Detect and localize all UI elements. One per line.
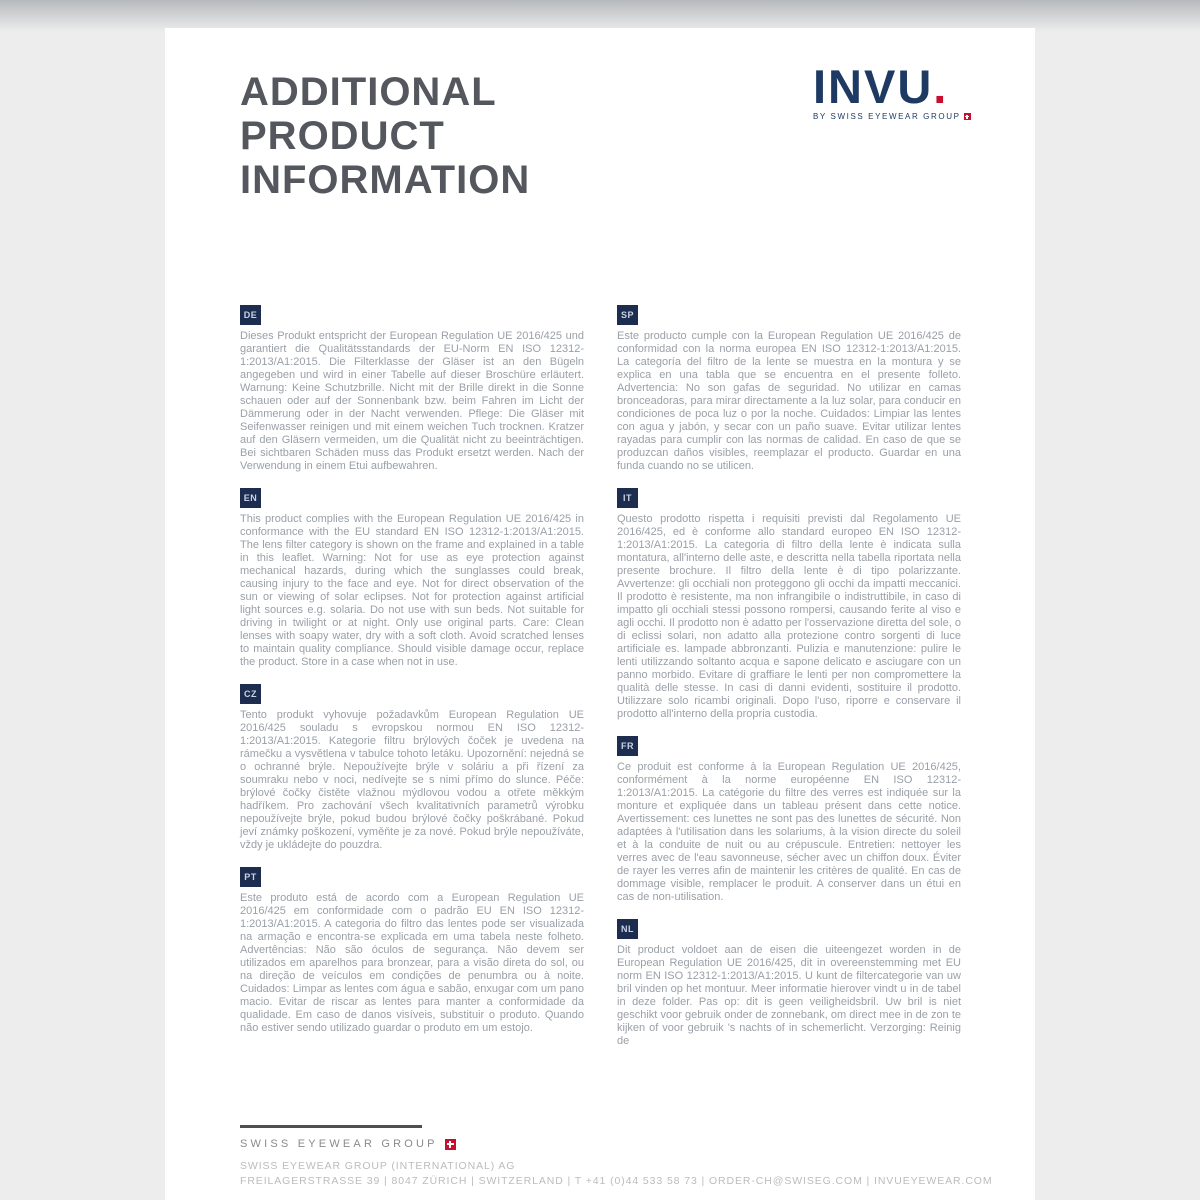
invu-logo-dot: . (933, 60, 949, 113)
section-en (240, 488, 584, 669)
footer-divider (240, 1125, 422, 1128)
language-badge-it: IT (617, 488, 638, 508)
language-badge-nl: NL (617, 919, 638, 939)
section-fr-text: Ce produit est conforme à la European Regulation UE 2016/425, conformément à la norme européenne EN ISO 12312-1:2013/A1:2015. La catégorie du filtre des verres est indiquée sur la monture et expliquée dans un tableau présent dans cette notice. Avertissement: ces lunettes ne sont pas des lunettes de sécurité. Non adaptées à l'utilisation dans les solariums, à la vision directe du soleil et à la conduite de nuit ou au crépuscule. Entretien: nettoyer les verres avec de l'eau savonneuse, sécher avec un chiffon doux. Éviter de rayer les verres afin de maintenir les critères de qualité. En cas de dommage visible, remplacer le produit. A conserver dans un étui en cas de non-utilisation. (617, 761, 961, 903)
language-badge-fr: FR (617, 736, 638, 756)
language-badge-en: EN (240, 488, 261, 508)
invu-logo-tagline-text: BY SWISS EYEWEAR GROUP (813, 112, 961, 121)
page-title (240, 70, 530, 202)
swiss-flag-icon (964, 113, 971, 120)
section-de-text: Dieses Produkt entspricht der European Regulation UE 2016/425 und garantiert die Qualitätsstandards der EU-Norm EN ISO 12312-1:2013/A1:2015. Die Filterklasse der Gläser ist an den Bügeln angegeben und wird in einer Tabelle auf dieser Broschüre erläutert. Warnung: Keine Schutzbrille. Nicht mit der Brille direkt in die Sonne schauen oder auf der Sonnenbank bzw. beim Fahren im Licht der Dämmerung oder in der Nacht verwenden. Pflege: Die Gläser mit Seifenwasser reinigen und mit einem weichen Tuch trocknen. Kratzer auf den Gläsern vermeiden, um die Qualität nicht zu beeinträchtigen. Bei sichtbaren Schäden muss das Produkt ersetzt werden. Nach der Verwendung in einem Etui aufbewahren. (240, 330, 584, 472)
invu-logo-wordmark (813, 60, 1013, 113)
section-cz-text: Tento produkt vyhovuje požadavkům European Regulation UE 2016/425 souladu s evropskou normou EN ISO 12312-1:2013/A1:2015. Kategorie filtru brýlových čoček je uvedena na rámečku a vysvětlena v tabulce tohoto letáku. Upozornění: nejedná se o ochranné brýle. Nepoužívejte brýle v soláriu a při řízení za soumraku nebo v noci, nedívejte se s nimi přímo do slunce. Péče: brýlové čočky čistěte vlažnou mýdlovou vodou a otřete měkkým hadříkem. Pro zachování všech kvalitativních parametrů výrobku nepoužívejte brýle, pokud budou brýlové čočky poškrábané. Pokud jeví známky poškození, vyměňte je za nové. Pokud brýle nepoužíváte, vždy je ukládejte do pouzdra. (240, 709, 584, 851)
swiss-flag-icon (445, 1139, 456, 1150)
language-badge-sp: SP (617, 305, 638, 325)
footer-brand-text: SWISS EYEWEAR GROUP (240, 1138, 438, 1150)
section-it-text: Questo prodotto rispetta i requisiti previsti dal Regolamento UE 2016/425, ed è conforme allo standard europeo EN ISO 12312-1:2013/A1:2015. La categoria di filtro della lente è indicata sulla montatura, all'interno delle aste, e descritta nella tabella riportata nella presente brochure. Il filtro della lente è di tipo polarizzante. Avvertenze: gli occhiali non proteggono gli occhi da impatti meccanici. Il prodotto è resistente, ma non infrangibile o indistruttibile, in caso di impatto gli occhiali stessi possono rompersi, causando ferite al viso e agli occhi. Il prodotto non è adatto per l'osservazione diretta del sole, o di eclissi solari, non adatto alla protezione contro sorgenti di luce artificiale es. lampade abbronzanti. Pulizia e manutenzione: pulire le lenti utilizzando soltanto acqua e sapone delicato e asciugare con un panno morbido. Evitare di graffiare le lenti per non compromettere la qualità delle stesse. In casi di danni evidenti, sostituire il prodotto. Utilizzare solo ricambi originali. Dopo l'uso, riporre e conservare il prodotto all'interno della propria custodia. (617, 513, 961, 720)
page-title-line-1: ADDITIONAL (240, 70, 497, 114)
section-pt (240, 867, 584, 1035)
language-badge-pt: PT (240, 867, 261, 887)
language-column-left (240, 305, 584, 1050)
language-badge-de: DE (240, 305, 261, 325)
leaflet-page (165, 28, 1035, 1200)
section-nl (617, 919, 961, 1048)
page-title-line-2: PRODUCT (240, 114, 445, 158)
section-it (617, 488, 961, 721)
invu-logo (813, 60, 1013, 121)
invu-logo-tagline (813, 112, 1013, 121)
section-cz (240, 684, 584, 852)
section-nl-text: Dit product voldoet aan de eisen die uiteengezet worden in de European Regulation UE 2016/425, dit in overeenstemming met EU norm EN ISO 12312-1:2013/A1:2015. U kunt de filtercategorie van uw bril vinden op het montuur. Meer informatie hierover vindt u in de tabel in deze folder. Pas op: dit is geen veiligheidsbril. Uw bril is niet geschikt voor gebruik onder de zonnebank, om direct mee in de zon te kijken of voor gebruik 's nachts of in schemerlicht. Verzorging: Reinig de (617, 944, 961, 1047)
invu-logo-text: INVU (813, 60, 934, 113)
language-column-right (617, 305, 961, 1063)
section-pt-text: Este produto está de acordo com a European Regulation UE 2016/425 em conformidade com o padrão EU EN ISO 12312-1:2013/A1:2015. A categoria do filtro das lentes pode ser visualizada na armação e encontra-se explicada em uma tabela neste folheto. Advertências: Não são óculos de segurança. Não devem ser utilizados em aparelhos para bronzear, para a visão direta do sol, ou na direção de veículos em condições de penumbra ou à noite. Cuidados: Limpar as lentes com água e sabão, enxugar com um pano macio. Evitar de riscar as lentes para manter a conformidade da qualidade. Em caso de danos visíveis, substituir o produto. Quando não estiver sendo utilizado guardar o produto em um estojo. (240, 892, 584, 1034)
section-en-text: This product complies with the European Regulation UE 2016/425 in conformance with the EU standard EN ISO 12312-1:2013/A1:2015. The lens filter category is shown on the frame and explained in a table in this leaflet. Warning: Not for use as eye protection against mechanical hazards, during which the sunglasses could break, causing injury to the face and eye. Not for direct observation of the sun or viewing of solar eclipses. Not for protection against artificial light sources e.g. solaria. Do not use with sun beds. Not suitable for driving in twilight or at night. Only use original parts. Care: Clean lenses with soapy water, dry with a soft cloth. Avoid scratched lenses to maintain quality compliance. Should visible damage occur, replace the product. Store in a case when not in use. (240, 513, 584, 668)
section-de (240, 305, 584, 473)
language-badge-cz: CZ (240, 684, 261, 704)
footer-company-name: SWISS EYEWEAR GROUP (INTERNATIONAL) AG (240, 1160, 516, 1172)
page-title-line-3: INFORMATION (240, 158, 531, 202)
section-sp-text: Este producto cumple con la European Regulation UE 2016/425 de conformidad con la norma europea EN ISO 12312-1:2013/A1:2015. La categoría del filtro de la lente se muestra en la montura y se explica en una tabla que se encuentra en el presente folleto. Advertencia: No son gafas de seguridad. No utilizar en camas bronceadoras, para mirar directamente a la luz solar, para conducir en condiciones de poca luz o por la noche. Cuidados: Limpiar las lentes con agua y jabón, y secar con un paño suave. Evitar utilizar lentes rayadas para cumplir con las normas de calidad. En caso de que se produzcan daños visibles, reemplazar el producto. Guardar en una funda cuando no se utilicen. (617, 330, 961, 472)
section-fr (617, 736, 961, 904)
section-sp (617, 305, 961, 473)
footer-contact-line: FREILAGERSTRASSE 39 | 8047 ZÜRICH | SWITZERLAND | T +41 (0)44 533 58 73 | ORDER-CH@SWISEG.COM | INVUEYEWEAR.COM (240, 1175, 993, 1187)
footer-brand (240, 1138, 456, 1150)
